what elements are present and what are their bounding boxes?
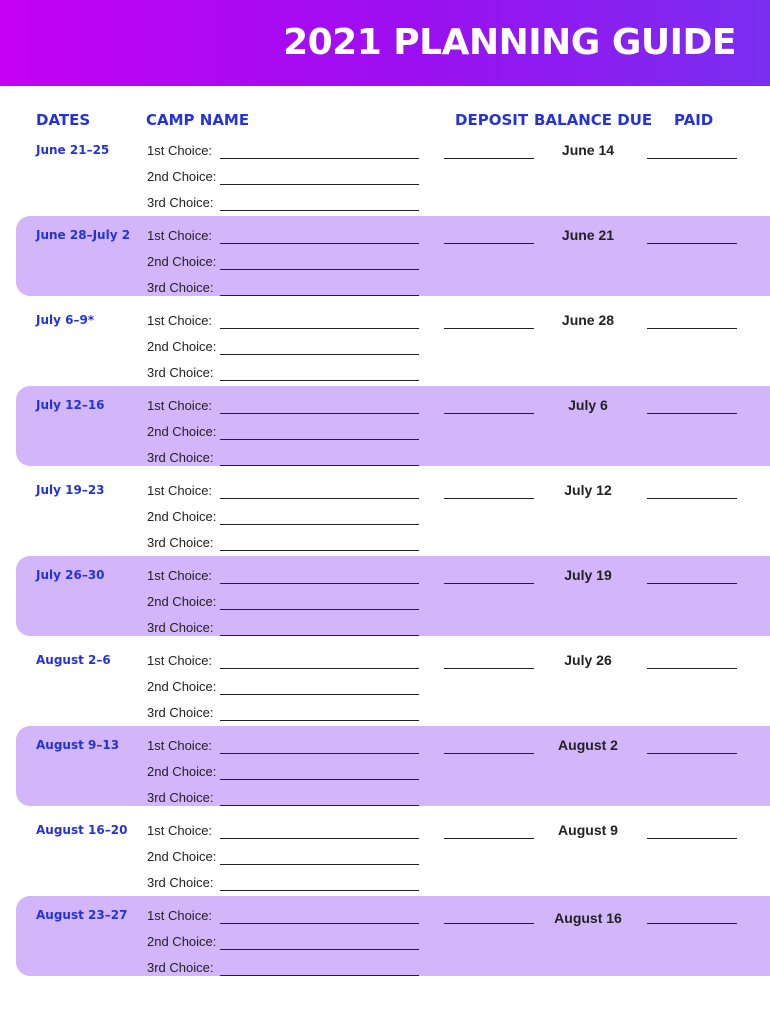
row-dates: July 6–9*	[36, 313, 95, 327]
camp-name-field[interactable]	[220, 439, 419, 440]
column-header-paid: PAID	[674, 111, 714, 129]
row-dates: July 12–16	[36, 398, 105, 412]
choice-label: 2nd Choice:	[147, 679, 217, 694]
choice-label: 1st Choice:	[147, 908, 213, 923]
deposit-field[interactable]	[444, 838, 534, 839]
row-dates: August 16–20	[36, 823, 128, 837]
paid-field[interactable]	[647, 243, 737, 244]
schedule-row	[16, 811, 770, 891]
choice-label: 2nd Choice:	[147, 169, 217, 184]
camp-name-field[interactable]	[220, 498, 419, 499]
schedule-row	[16, 386, 770, 466]
camp-name-field[interactable]	[220, 550, 419, 551]
row-dates: August 9–13	[36, 738, 120, 752]
column-header-balance-due: BALANCE DUE	[534, 111, 653, 129]
camp-name-field[interactable]	[220, 465, 419, 466]
row-dates: June 28–July 2	[36, 228, 131, 242]
paid-field[interactable]	[647, 668, 737, 669]
deposit-field[interactable]	[444, 243, 534, 244]
row-dates: August 2–6	[36, 653, 111, 667]
paid-field[interactable]	[647, 158, 737, 159]
schedule-row	[16, 216, 770, 296]
row-dates: July 19–23	[36, 483, 105, 497]
camp-name-field[interactable]	[220, 923, 419, 924]
balance-due-date: June 14	[561, 142, 615, 158]
camp-name-field[interactable]	[220, 838, 419, 839]
camp-name-field[interactable]	[220, 210, 419, 211]
paid-field[interactable]	[647, 753, 737, 754]
schedule-row	[16, 301, 770, 381]
row-dates: June 21–25	[36, 143, 110, 157]
balance-due-date: August 9	[558, 822, 618, 838]
camp-name-field[interactable]	[220, 295, 419, 296]
choice-label: 1st Choice:	[147, 653, 213, 668]
schedule-row	[16, 556, 770, 636]
paid-field[interactable]	[647, 328, 737, 329]
choice-label: 2nd Choice:	[147, 594, 217, 609]
balance-due-date: July 19	[564, 567, 612, 583]
choice-label: 3rd Choice:	[147, 790, 214, 805]
deposit-field[interactable]	[444, 498, 534, 499]
page-title: 2021 PLANNING GUIDE	[283, 22, 736, 63]
camp-name-field[interactable]	[220, 975, 419, 976]
choice-label: 3rd Choice:	[147, 450, 214, 465]
choice-label: 2nd Choice:	[147, 254, 217, 269]
deposit-field[interactable]	[444, 413, 534, 414]
camp-name-field[interactable]	[220, 668, 419, 669]
choice-label: 3rd Choice:	[147, 365, 214, 380]
camp-name-field[interactable]	[220, 328, 419, 329]
choice-label: 1st Choice:	[147, 398, 213, 413]
balance-due-date: June 21	[561, 227, 615, 243]
paid-field[interactable]	[647, 413, 737, 414]
choice-label: 1st Choice:	[147, 738, 213, 753]
camp-name-field[interactable]	[220, 524, 419, 525]
deposit-field[interactable]	[444, 753, 534, 754]
camp-name-field[interactable]	[220, 805, 419, 806]
title-banner	[0, 0, 770, 86]
column-header-camp-name: CAMP NAME	[146, 111, 250, 129]
camp-name-field[interactable]	[220, 158, 419, 159]
camp-name-field[interactable]	[220, 583, 419, 584]
camp-name-field[interactable]	[220, 354, 419, 355]
camp-name-field[interactable]	[220, 243, 419, 244]
deposit-field[interactable]	[444, 158, 534, 159]
balance-due-date: July 26	[564, 652, 612, 668]
deposit-field[interactable]	[444, 583, 534, 584]
choice-label: 3rd Choice:	[147, 620, 214, 635]
choice-label: 2nd Choice:	[147, 424, 217, 439]
camp-name-field[interactable]	[220, 380, 419, 381]
camp-name-field[interactable]	[220, 890, 419, 891]
camp-name-field[interactable]	[220, 184, 419, 185]
schedule-row	[16, 131, 770, 211]
balance-due-date: July 6	[568, 397, 608, 413]
camp-name-field[interactable]	[220, 949, 419, 950]
choice-label: 1st Choice:	[147, 143, 213, 158]
camp-name-field[interactable]	[220, 413, 419, 414]
camp-name-field[interactable]	[220, 720, 419, 721]
choice-label: 2nd Choice:	[147, 509, 217, 524]
choice-label: 2nd Choice:	[147, 849, 217, 864]
deposit-field[interactable]	[444, 328, 534, 329]
schedule-row	[16, 471, 770, 551]
paid-field[interactable]	[647, 498, 737, 499]
column-header-deposit: DEPOSIT	[455, 111, 529, 129]
paid-field[interactable]	[647, 838, 737, 839]
camp-name-field[interactable]	[220, 609, 419, 610]
camp-name-field[interactable]	[220, 635, 419, 636]
choice-label: 3rd Choice:	[147, 705, 214, 720]
paid-field[interactable]	[647, 923, 737, 924]
paid-field[interactable]	[647, 583, 737, 584]
choice-label: 3rd Choice:	[147, 535, 214, 550]
camp-name-field[interactable]	[220, 779, 419, 780]
row-dates: August 23–27	[36, 908, 128, 922]
row-dates: July 26–30	[36, 568, 105, 582]
balance-due-date: June 28	[561, 312, 615, 328]
camp-name-field[interactable]	[220, 864, 419, 865]
choice-label: 2nd Choice:	[147, 339, 217, 354]
schedule-row	[16, 641, 770, 721]
camp-name-field[interactable]	[220, 269, 419, 270]
camp-name-field[interactable]	[220, 694, 419, 695]
choice-label: 3rd Choice:	[147, 960, 214, 975]
choice-label: 1st Choice:	[147, 823, 213, 838]
choice-label: 2nd Choice:	[147, 934, 217, 949]
choice-label: 1st Choice:	[147, 568, 213, 583]
choice-label: 3rd Choice:	[147, 280, 214, 295]
balance-due-date: July 12	[564, 482, 612, 498]
schedule-row	[16, 896, 770, 976]
choice-label: 3rd Choice:	[147, 875, 214, 890]
choice-label: 1st Choice:	[147, 483, 213, 498]
balance-due-date: August 16	[554, 910, 622, 926]
choice-label: 2nd Choice:	[147, 764, 217, 779]
choice-label: 1st Choice:	[147, 313, 213, 328]
deposit-field[interactable]	[444, 668, 534, 669]
choice-label: 1st Choice:	[147, 228, 213, 243]
choice-label: 3rd Choice:	[147, 195, 214, 210]
balance-due-date: August 2	[558, 737, 618, 753]
schedule-row	[16, 726, 770, 806]
deposit-field[interactable]	[444, 923, 534, 924]
camp-name-field[interactable]	[220, 753, 419, 754]
column-header-dates: DATES	[36, 111, 91, 129]
